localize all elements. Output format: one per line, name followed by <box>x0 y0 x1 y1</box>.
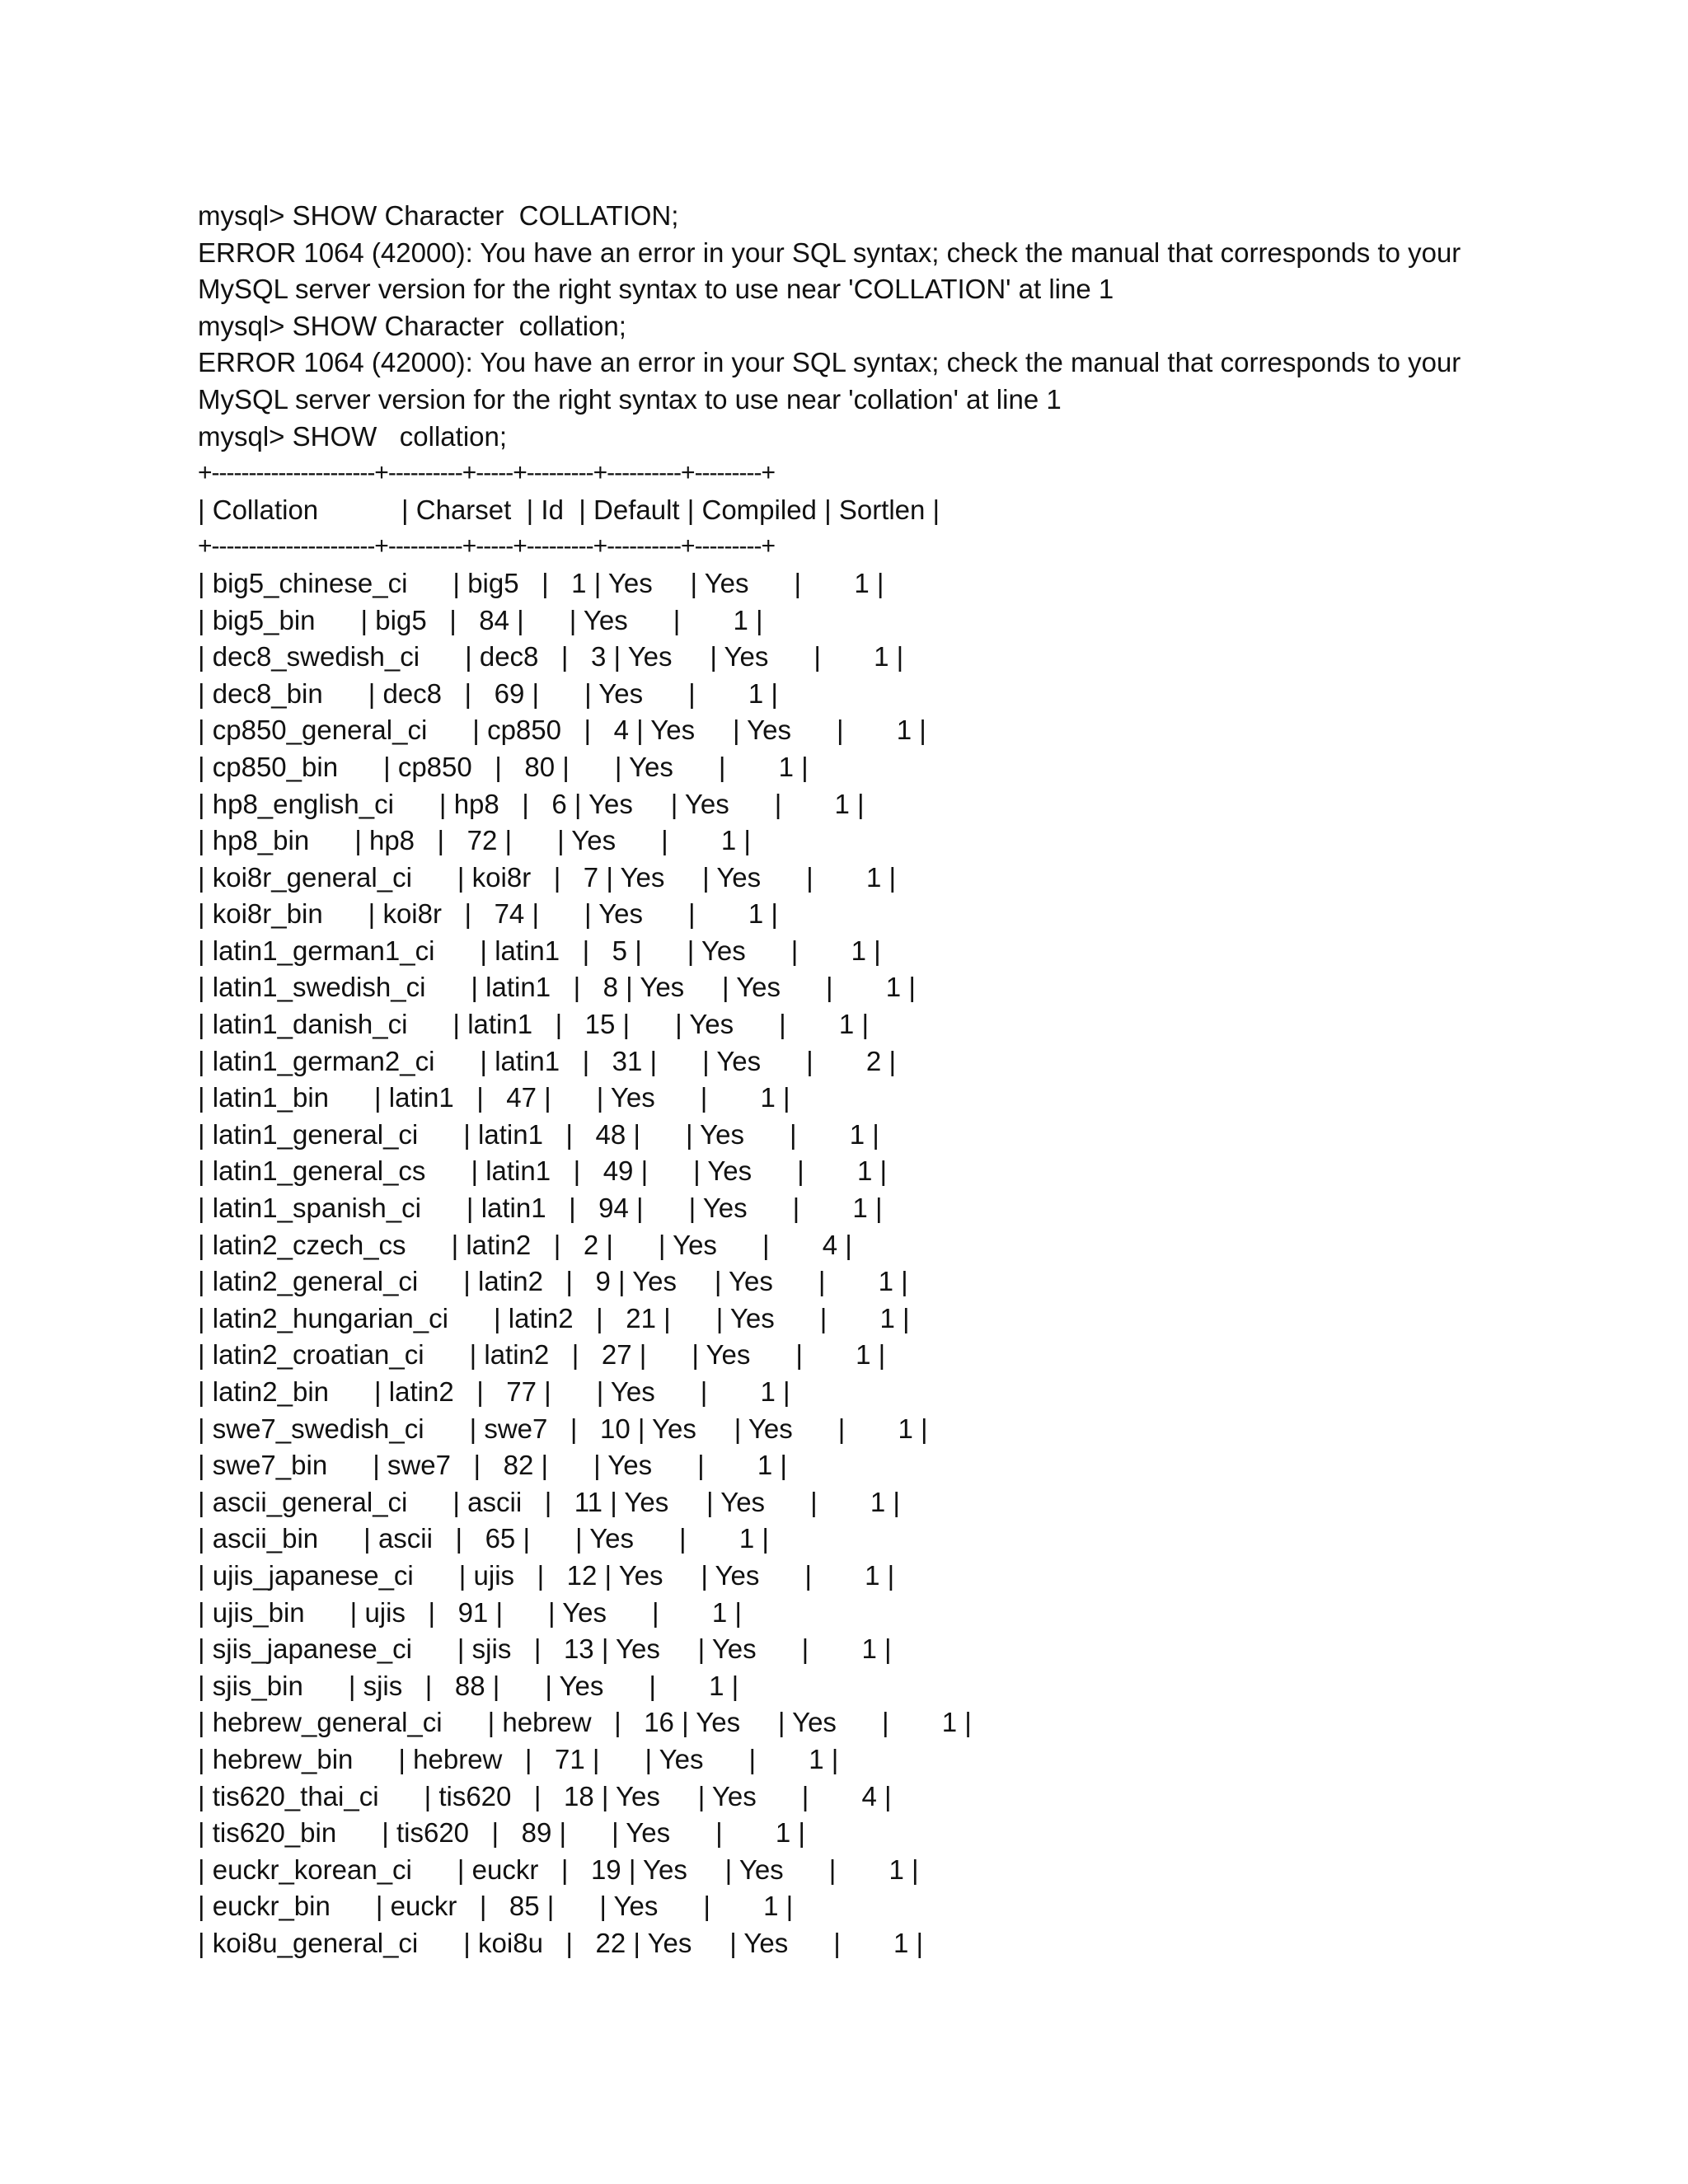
cell-default: Yes <box>607 567 653 598</box>
cell-collation: euckr_korean_ci <box>212 1854 412 1885</box>
cell-charset: latin2 <box>478 1266 543 1297</box>
cell-id: 88 <box>454 1670 485 1701</box>
cell-sortlen: 1 <box>878 1266 894 1297</box>
table-row: | sjis_japanese_ci | sjis | 13 | Yes | Yes | 1 | <box>198 1633 892 1665</box>
cell-charset: sjis <box>471 1633 512 1665</box>
cell-charset: cp850 <box>397 751 472 782</box>
cell-id: 7 <box>583 861 599 893</box>
cell-sortlen: 1 <box>733 604 748 635</box>
sql-command-line: mysql> SHOW Character collation; <box>198 310 626 341</box>
document-body <box>198 198 1517 1962</box>
cell-charset: tis620 <box>396 1817 470 1849</box>
table-row: | swe7_swedish_ci | swe7 | 10 | Yes | Yes | 1 | <box>198 1413 928 1444</box>
cell-compiled: Yes <box>583 604 628 635</box>
cell-sortlen: 4 <box>861 1780 877 1811</box>
cell-id: 15 <box>584 1009 616 1040</box>
cell-id: 71 <box>554 1743 585 1774</box>
cell-sortlen: 1 <box>775 1817 791 1849</box>
cell-charset: latin1 <box>388 1082 454 1113</box>
table-row: | ascii_bin | ascii | 65 | | Yes | 1 | <box>198 1523 769 1554</box>
cell-default: Yes <box>652 1413 696 1444</box>
table-row: | tis620_thai_ci | tis620 | 18 | Yes | Yes | 4 | <box>198 1780 892 1811</box>
cell-sortlen: 1 <box>856 1339 871 1371</box>
cell-charset: euckr <box>471 1854 539 1885</box>
cell-collation: latin2_bin <box>212 1376 330 1407</box>
table-row: | latin2_bin | latin2 | 77 | | Yes | 1 | <box>198 1376 790 1407</box>
cell-sortlen: 4 <box>822 1229 838 1260</box>
cell-compiled: Yes <box>628 751 673 782</box>
header-compiled: Compiled <box>701 494 817 525</box>
cell-charset: swe7 <box>387 1450 451 1481</box>
table-row: | latin1_swedish_ci | latin1 | 8 | Yes | Yes | 1 | <box>198 972 916 1003</box>
cell-collation: tis620_thai_ci <box>212 1780 379 1811</box>
table-row: | big5_chinese_ci | big5 | 1 | Yes | Yes | 1 | <box>198 567 884 598</box>
sql-command-line: mysql> SHOW Character COLLATION; <box>198 200 679 231</box>
cell-charset: hebrew <box>413 1743 503 1774</box>
cell-charset: koi8r <box>471 861 532 893</box>
cell-id: 49 <box>603 1155 634 1187</box>
table-row: | latin2_croatian_ci | latin2 | 27 | | Yes | 1 | <box>198 1339 886 1371</box>
cell-sortlen: 1 <box>865 1559 880 1591</box>
cell-default: Yes <box>616 1780 660 1811</box>
cell-collation: euckr_bin <box>212 1891 331 1922</box>
cell-sortlen: 1 <box>870 1486 886 1517</box>
table-row: | latin2_czech_cs | latin2 | 2 | | Yes | 4 | <box>198 1229 852 1260</box>
cell-compiled: Yes <box>738 1854 784 1885</box>
cell-charset: big5 <box>375 604 427 635</box>
cell-compiled: Yes <box>743 1927 789 1958</box>
cell-charset: sjis <box>363 1670 403 1701</box>
cell-collation: latin1_german1_ci <box>212 935 435 966</box>
cell-charset: hebrew <box>502 1707 592 1738</box>
cell-sortlen: 1 <box>879 1302 895 1333</box>
cell-compiled: Yes <box>736 972 781 1003</box>
cell-sortlen: 1 <box>763 1891 779 1922</box>
cell-charset: latin2 <box>484 1339 550 1371</box>
cell-collation: ascii_general_ci <box>212 1486 408 1517</box>
cell-collation: ascii_bin <box>212 1523 319 1554</box>
cell-compiled: Yes <box>689 1009 734 1040</box>
cell-charset: latin2 <box>508 1302 574 1333</box>
cell-default: Yes <box>643 1854 687 1885</box>
cell-compiled: Yes <box>598 677 644 709</box>
cell-default: Yes <box>647 1927 692 1958</box>
cell-sortlen: 1 <box>778 751 794 782</box>
table-row: | latin1_danish_ci | latin1 | 15 | | Yes | 1 | <box>198 1009 870 1040</box>
table-row: | hp8_english_ci | hp8 | 6 | Yes | Yes | 1 | <box>198 788 865 819</box>
cell-charset: ujis <box>473 1559 515 1591</box>
table-row: | ascii_general_ci | ascii | 11 | Yes | Yes | 1 | <box>198 1486 900 1517</box>
cell-sortlen: 1 <box>874 641 889 673</box>
cell-collation: hebrew_bin <box>212 1743 354 1774</box>
cell-id: 85 <box>509 1891 540 1922</box>
cell-charset: latin1 <box>495 1045 560 1076</box>
cell-compiled: Yes <box>748 1413 793 1444</box>
cell-sortlen: 1 <box>738 1523 755 1554</box>
cell-default: Yes <box>624 1486 669 1517</box>
cell-id: 11 <box>574 1486 603 1517</box>
table-header-row: | Collation | Charset | Id | Default | Compiled | Sortlen | <box>198 494 940 525</box>
cell-id: 12 <box>566 1559 598 1591</box>
cell-charset: big5 <box>467 567 519 598</box>
cell-collation: latin1_spanish_ci <box>212 1193 421 1224</box>
table-row: | hebrew_bin | hebrew | 71 | | Yes | 1 | <box>198 1743 839 1774</box>
cell-compiled: Yes <box>729 1302 775 1333</box>
cell-sortlen: 1 <box>760 1082 776 1113</box>
cell-id: 22 <box>595 1927 626 1958</box>
header-collation: Collation <box>212 494 319 525</box>
cell-sortlen: 1 <box>709 1670 724 1701</box>
table-row: | ujis_japanese_ci | ujis | 12 | Yes | Yes | 1 | <box>198 1559 895 1591</box>
cell-collation: cp850_general_ci <box>212 715 428 746</box>
cell-sortlen: 1 <box>889 1854 904 1885</box>
cell-compiled: Yes <box>659 1743 704 1774</box>
cell-collation: big5_chinese_ci <box>212 567 408 598</box>
cell-id: 27 <box>601 1339 632 1371</box>
cell-default: Yes <box>588 788 633 819</box>
sql-command-line: mysql> SHOW collation; <box>198 420 508 452</box>
cell-collation: latin1_general_ci <box>212 1118 419 1150</box>
cell-id: 89 <box>521 1817 552 1849</box>
cell-id: 77 <box>506 1376 537 1407</box>
cell-collation: hebrew_general_ci <box>212 1707 443 1738</box>
cell-id: 6 <box>551 788 567 819</box>
cell-charset: euckr <box>390 1891 457 1922</box>
cell-compiled: Yes <box>706 1339 751 1371</box>
cell-compiled: Yes <box>589 1523 635 1554</box>
cell-compiled: Yes <box>711 1633 757 1665</box>
cell-id: 91 <box>457 1596 489 1628</box>
cell-charset: latin1 <box>467 1009 533 1040</box>
cell-compiled: Yes <box>626 1817 671 1849</box>
cell-collation: ujis_japanese_ci <box>212 1559 414 1591</box>
cell-collation: latin1_bin <box>212 1082 330 1113</box>
cell-charset: dec8 <box>479 641 539 673</box>
cell-charset: ascii <box>377 1523 433 1554</box>
table-border-header: +----------------------+----------+-----+---------+----------+---------+ <box>198 532 776 560</box>
cell-compiled: Yes <box>701 935 746 966</box>
cell-collation: koi8r_bin <box>212 898 323 930</box>
table-row: | cp850_bin | cp850 | 80 | | Yes | 1 | <box>198 751 809 782</box>
cell-compiled: Yes <box>716 1045 762 1076</box>
cell-collation: latin2_czech_cs <box>212 1229 406 1260</box>
header-charset: Charset <box>415 494 512 525</box>
cell-sortlen: 1 <box>851 935 866 966</box>
header-id: Id <box>541 494 564 525</box>
cell-collation: big5_bin <box>212 604 316 635</box>
table-row: | swe7_bin | swe7 | 82 | | Yes | 1 | <box>198 1450 787 1481</box>
cell-collation: latin1_general_cs <box>212 1155 426 1187</box>
cell-compiled: Yes <box>707 1155 753 1187</box>
cell-compiled: Yes <box>562 1596 607 1628</box>
sql-session-log <box>198 198 1517 455</box>
cell-default: Yes <box>640 972 685 1003</box>
cell-charset: ascii <box>467 1486 523 1517</box>
cell-compiled: Yes <box>716 861 762 893</box>
cell-sortlen: 1 <box>748 677 764 709</box>
cell-compiled: Yes <box>610 1376 655 1407</box>
cell-id: 21 <box>626 1302 656 1333</box>
cell-collation: sjis_bin <box>212 1670 303 1701</box>
cell-default: Yes <box>615 1633 660 1665</box>
cell-collation: hp8_english_ci <box>212 788 394 819</box>
table-row: | latin1_german1_ci | latin1 | 5 | | Yes | 1 | <box>198 935 881 966</box>
sql-error-line: ERROR 1064 (42000): You have an error in your SQL syntax; check the manual that corresponds to your <box>198 237 1461 268</box>
cell-sortlen: 1 <box>896 715 912 746</box>
table-row: | latin1_general_ci | latin1 | 48 | | Yes | 1 | <box>198 1118 879 1150</box>
cell-id: 1 <box>571 567 587 598</box>
cell-id: 65 <box>485 1523 516 1554</box>
header-sortlen: Sortlen <box>838 494 926 525</box>
cell-charset: ujis <box>364 1596 406 1628</box>
cell-sortlen: 1 <box>720 825 737 856</box>
cell-compiled: Yes <box>711 1780 757 1811</box>
table-row: | koi8r_bin | koi8r | 74 | | Yes | 1 | <box>198 898 778 930</box>
cell-sortlen: 1 <box>893 1927 909 1958</box>
cell-sortlen: 1 <box>760 1376 776 1407</box>
cell-compiled: Yes <box>720 1486 766 1517</box>
cell-collation: swe7_bin <box>212 1450 328 1481</box>
cell-charset: hp8 <box>453 788 499 819</box>
header-default: Default <box>593 494 680 525</box>
cell-sortlen: 2 <box>865 1045 882 1076</box>
cell-id: 84 <box>479 604 509 635</box>
cell-compiled: Yes <box>610 1082 655 1113</box>
table-row: | ujis_bin | ujis | 91 | | Yes | 1 | <box>198 1596 742 1628</box>
cell-default: Yes <box>618 1559 663 1591</box>
cell-collation: koi8r_general_ci <box>212 861 412 893</box>
table-row: | tis620_bin | tis620 | 89 | | Yes | 1 | <box>198 1817 805 1849</box>
cell-id: 16 <box>644 1707 674 1738</box>
cell-charset: koi8r <box>382 898 442 930</box>
cell-collation: swe7_swedish_ci <box>212 1413 424 1444</box>
cell-id: 4 <box>613 715 629 746</box>
table-row: | latin2_hungarian_ci | latin2 | 21 | | Yes | 1 | <box>198 1302 910 1333</box>
cell-sortlen: 1 <box>852 1193 868 1224</box>
cell-id: 82 <box>503 1450 534 1481</box>
cell-collation: ujis_bin <box>212 1596 305 1628</box>
table-row: | big5_bin | big5 | 84 | | Yes | 1 | <box>198 604 763 635</box>
cell-sortlen: 1 <box>861 1633 877 1665</box>
cell-collation: koi8u_general_ci <box>212 1927 419 1958</box>
table-border-top: +----------------------+----------+-----+---------+----------+---------+ <box>198 459 776 487</box>
cell-collation: dec8_swedish_ci <box>212 641 420 673</box>
table-row: | hp8_bin | hp8 | 72 | | Yes | 1 | <box>198 825 751 856</box>
cell-charset: latin1 <box>485 1155 551 1187</box>
cell-default: Yes <box>632 1266 678 1297</box>
cell-compiled: Yes <box>607 1450 653 1481</box>
cell-collation: dec8_bin <box>212 677 323 709</box>
cell-default: Yes <box>627 641 673 673</box>
table-row: | cp850_general_ci | cp850 | 4 | Yes | Yes | 1 | <box>198 715 926 746</box>
cell-compiled: Yes <box>673 1229 717 1260</box>
cell-id: 72 <box>467 825 498 856</box>
cell-sortlen: 1 <box>854 567 870 598</box>
cell-id: 18 <box>563 1780 594 1811</box>
cell-id: 9 <box>595 1266 611 1297</box>
cell-id: 94 <box>598 1193 629 1224</box>
table-row: | latin1_bin | latin1 | 47 | | Yes | 1 | <box>198 1082 790 1113</box>
cell-sortlen: 1 <box>834 788 850 819</box>
cell-id: 2 <box>583 1229 599 1260</box>
cell-id: 5 <box>612 935 628 966</box>
table-row: | hebrew_general_ci | hebrew | 16 | Yes | Yes | 1 | <box>198 1707 972 1738</box>
cell-collation: latin2_croatian_ci <box>212 1339 424 1371</box>
cell-sortlen: 1 <box>757 1450 773 1481</box>
cell-charset: latin2 <box>466 1229 532 1260</box>
cell-default: Yes <box>650 715 696 746</box>
table-body <box>198 565 1517 1962</box>
cell-collation: tis620_bin <box>212 1817 337 1849</box>
cell-sortlen: 1 <box>748 898 764 930</box>
table-row: | dec8_swedish_ci | dec8 | 3 | Yes | Yes | 1 | <box>198 641 904 673</box>
table-row: | latin1_german2_ci | latin1 | 31 | | Yes | 2 | <box>198 1045 897 1076</box>
cell-compiled: Yes <box>613 1891 659 1922</box>
cell-id: 3 <box>591 641 607 673</box>
cell-id: 48 <box>595 1118 626 1150</box>
cell-charset: dec8 <box>382 677 443 709</box>
table-row: | sjis_bin | sjis | 88 | | Yes | 1 | <box>198 1670 739 1701</box>
cell-id: 10 <box>599 1413 631 1444</box>
table-row: | latin1_general_cs | latin1 | 49 | | Yes | 1 | <box>198 1155 888 1187</box>
cell-collation: hp8_bin <box>212 825 310 856</box>
table-row: | koi8r_general_ci | koi8r | 7 | Yes | Yes | 1 | <box>198 861 897 893</box>
cell-id: 31 <box>612 1045 643 1076</box>
cell-id: 8 <box>603 972 619 1003</box>
cell-compiled: Yes <box>704 567 749 598</box>
cell-sortlen: 1 <box>941 1707 958 1738</box>
table-row: | koi8u_general_ci | koi8u | 22 | Yes | Yes | 1 | <box>198 1927 924 1958</box>
cell-id: 47 <box>506 1082 537 1113</box>
cell-charset: cp850 <box>487 715 561 746</box>
cell-default: Yes <box>696 1707 741 1738</box>
cell-sortlen: 1 <box>849 1118 865 1150</box>
cell-default: Yes <box>620 861 665 893</box>
cell-sortlen: 1 <box>885 972 902 1003</box>
cell-charset: hp8 <box>368 825 415 856</box>
cell-compiled: Yes <box>724 641 769 673</box>
cell-collation: latin2_hungarian_ci <box>212 1302 448 1333</box>
table-row: | euckr_korean_ci | euckr | 19 | Yes | Yes | 1 | <box>198 1854 919 1885</box>
cell-collation: latin1_german2_ci <box>212 1045 435 1076</box>
cell-charset: latin1 <box>485 972 551 1003</box>
table-row: | dec8_bin | dec8 | 69 | | Yes | 1 | <box>198 677 778 709</box>
cell-charset: koi8u <box>478 1927 543 1958</box>
cell-id: 74 <box>494 898 525 930</box>
cell-collation: latin1_swedish_ci <box>212 972 426 1003</box>
cell-id: 80 <box>524 751 556 782</box>
cell-sortlen: 1 <box>809 1743 824 1774</box>
sql-error-line: ERROR 1064 (42000): You have an error in your SQL syntax; check the manual that corresponds to your <box>198 347 1461 378</box>
cell-id: 69 <box>494 677 525 709</box>
cell-charset: latin1 <box>481 1193 546 1224</box>
cell-collation: sjis_japanese_ci <box>212 1633 412 1665</box>
cell-sortlen: 1 <box>865 861 882 893</box>
table-row: | latin1_spanish_ci | latin1 | 94 | | Yes | 1 | <box>198 1193 883 1224</box>
sql-error-line: MySQL server version for the right syntax to use near 'collation' at line 1 <box>198 383 1062 415</box>
cell-compiled: Yes <box>729 1266 773 1297</box>
sql-error-line: MySQL server version for the right syntax to use near 'COLLATION' at line 1 <box>198 274 1114 305</box>
cell-compiled: Yes <box>598 898 644 930</box>
cell-collation: cp850_bin <box>212 751 339 782</box>
cell-sortlen: 1 <box>856 1155 873 1187</box>
table-row: | euckr_bin | euckr | 85 | | Yes | 1 | <box>198 1891 794 1922</box>
cell-collation: latin2_general_ci <box>212 1266 419 1297</box>
cell-compiled: Yes <box>559 1670 604 1701</box>
cell-compiled: Yes <box>571 825 617 856</box>
cell-id: 19 <box>590 1854 621 1885</box>
cell-sortlen: 1 <box>898 1413 913 1444</box>
cell-id: 13 <box>563 1633 594 1665</box>
cell-charset: swe7 <box>484 1413 548 1444</box>
cell-charset: latin1 <box>495 935 560 966</box>
cell-compiled: Yes <box>702 1193 748 1224</box>
cell-charset: latin1 <box>478 1118 543 1150</box>
cell-collation: latin1_danish_ci <box>212 1009 408 1040</box>
cell-sortlen: 1 <box>838 1009 855 1040</box>
cell-sortlen: 1 <box>711 1596 728 1628</box>
cell-compiled: Yes <box>792 1707 837 1738</box>
cell-charset: tis620 <box>438 1780 512 1811</box>
table-row: | latin2_general_ci | latin2 | 9 | Yes | Yes | 1 | <box>198 1266 908 1297</box>
cell-compiled: Yes <box>715 1559 760 1591</box>
cell-charset: latin2 <box>388 1376 454 1407</box>
cell-compiled: Yes <box>700 1118 744 1150</box>
cell-compiled: Yes <box>747 715 791 746</box>
cell-compiled: Yes <box>684 788 729 819</box>
